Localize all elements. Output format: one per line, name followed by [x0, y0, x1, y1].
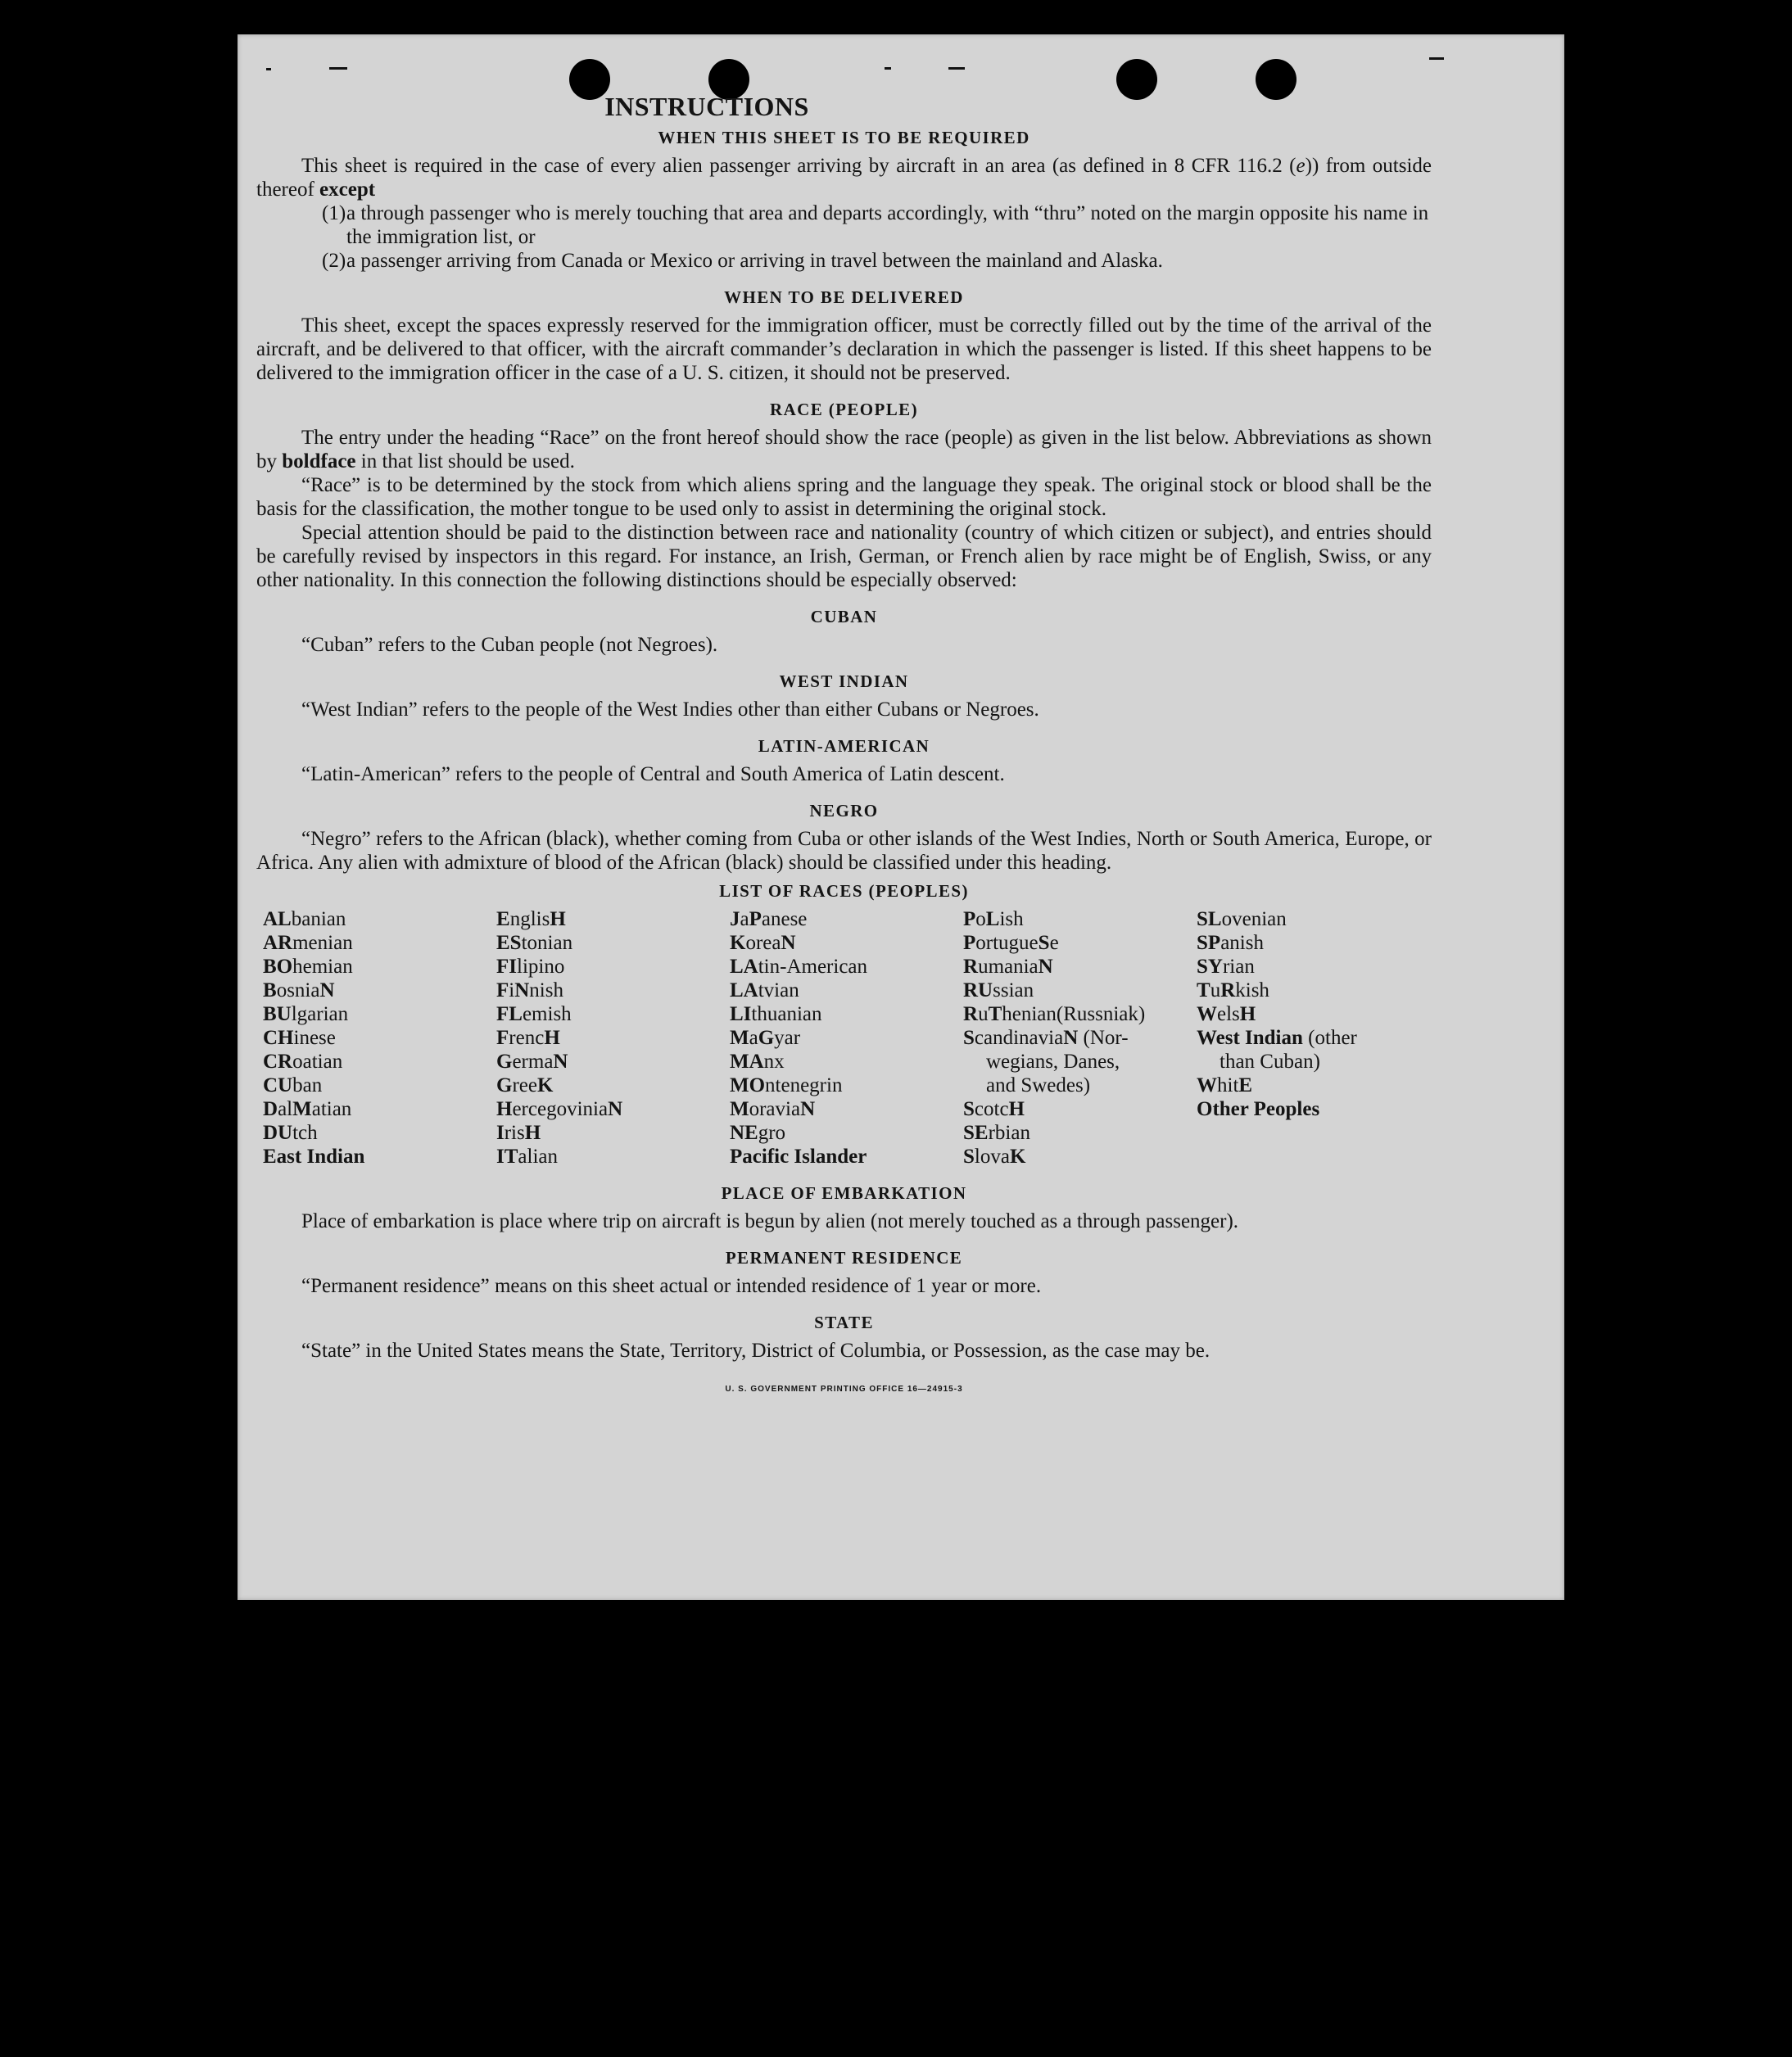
races-column: [730, 907, 963, 1169]
race-entry: GermaN: [496, 1051, 568, 1073]
when-required-text: This sheet is required in the case of every alien passenger arriving by aircraft in an area (as defined in 8 CFR 116.2 (e)) from outside thereof except: [256, 155, 1432, 201]
races-column: [963, 907, 1197, 1169]
section-heading-negro: NEGRO: [809, 801, 879, 821]
section-heading-cuban: CUBAN: [810, 607, 878, 626]
race-entry: MOntenegrin: [730, 1074, 843, 1096]
race-entry: Pacific Islander: [730, 1146, 867, 1168]
section-heading-list-of-races: LIST OF RACES (PEOPLES): [719, 881, 969, 901]
section-heading-residence: PERMANENT RESIDENCE: [725, 1248, 963, 1268]
race-entry: JaPanese: [730, 908, 808, 930]
race-entry: CHinese: [263, 1027, 336, 1049]
race-entry: KoreaN: [730, 932, 796, 954]
race-entry: ALbanian: [263, 908, 346, 930]
when-delivered-text: This sheet, except the spaces expressly reserved for the immigration officer, must be correctly filled out by the time of the arrival of the aircraft, and be delivered to that officer, with the aircraft commander’s declaration in which the passenger is listed. If this sheet happens to be delivered to the immigration officer in the case of a U. S. citizen, it should not be preserved.: [256, 314, 1432, 384]
race-entry: SLovenian: [1197, 908, 1287, 930]
race-entry: LIthuanian: [730, 1003, 822, 1025]
race-entry: wegians, Danes,: [986, 1051, 1120, 1073]
race-entry: SlovaK: [963, 1146, 1026, 1168]
negro-text: “Negro” refers to the African (black), whether coming from Cuba or other islands of the West Indies, North or South America, Europe, or Africa. Any alien with admixture of blood of the African (black) should be classified under this heading.: [256, 828, 1432, 874]
race-entry: CRoatian: [263, 1051, 343, 1073]
instructions-content: [256, 92, 1432, 1401]
section-heading-embarkation: PLACE OF EMBARKATION: [721, 1183, 967, 1203]
race-entry: HercegoviniaN: [496, 1098, 623, 1120]
section-heading-when-delivered: WHEN TO BE DELIVERED: [724, 287, 964, 307]
scan-mark: [329, 67, 347, 70]
race-entry: West Indian (other: [1197, 1027, 1357, 1049]
race-entry: FIlipino: [496, 956, 565, 978]
scan-mark: [266, 68, 271, 70]
race-entry: WhitE: [1197, 1074, 1253, 1096]
races-column: [1197, 907, 1430, 1169]
section-heading-when-required: WHEN THIS SHEET IS TO BE REQUIRED: [658, 128, 1030, 147]
race-paragraph-3: Special attention should be paid to the distinction between race and nationality (country of which citizen or subject), and entries should be carefully revised by inspectors in this regard. For instance, an Irish, German, or French alien by race might be of English, Swiss, or any other nationality. In this connection the following distinctions should be especially observed:: [256, 522, 1432, 591]
west-indian-text: “West Indian” refers to the people of the West Indies other than either Cubans or Negroes.: [301, 698, 1039, 721]
document-sheet: [238, 34, 1564, 1600]
embarkation-text: Place of embarkation is place where trip on aircraft is begun by alien (not merely touched as a through passenger).: [301, 1210, 1239, 1232]
races-column: [263, 907, 496, 1169]
latin-american-text: “Latin-American” refers to the people of Central and South America of Latin descent.: [301, 763, 1005, 785]
race-paragraph-2: “Race” is to be determined by the stock from which aliens spring and the language they speak. The original stock or blood shall be the basis for the classification, the mother tongue to be used only to assist in determining the original stock.: [256, 474, 1432, 520]
race-entry: FLemish: [496, 1003, 572, 1025]
race-entry: RUssian: [963, 979, 1034, 1001]
race-entry: LAtvian: [730, 979, 799, 1001]
race-entry: SYrian: [1197, 956, 1255, 978]
race-entry: MAnx: [730, 1051, 785, 1073]
race-entry: PoLish: [963, 908, 1024, 930]
printing-office-footer: U. S. GOVERNMENT PRINTING OFFICE 16—24915-3: [725, 1385, 963, 1394]
race-entry: BUlgarian: [263, 1003, 349, 1025]
race-entry: TuRkish: [1197, 979, 1269, 1001]
scan-mark: [948, 67, 965, 70]
races-column: [496, 907, 730, 1169]
race-entry: RumaniaN: [963, 956, 1053, 978]
race-entry: SErbian: [963, 1122, 1030, 1144]
race-entry: EnglisH: [496, 908, 566, 930]
race-entry: CUban: [263, 1074, 323, 1096]
race-entry: FrencH: [496, 1027, 560, 1049]
race-entry: DalMatian: [263, 1098, 352, 1120]
race-entry: MoraviaN: [730, 1098, 816, 1120]
state-text: “State” in the United States means the State, Territory, District of Columbia, or Possession, as the case may be.: [301, 1340, 1211, 1362]
races-table: [263, 907, 1432, 1169]
scan-mark: [885, 67, 891, 70]
race-paragraph-1: The entry under the heading “Race” on the front hereof should show the race (people) as given in the list below. Abbreviations as shown by boldface in that list should be used.: [256, 427, 1432, 472]
race-entry: DUtch: [263, 1122, 318, 1144]
race-entry: WelsH: [1197, 1003, 1256, 1025]
race-entry: and Swedes): [986, 1074, 1091, 1096]
race-entry: RuThenian(Russniak): [963, 1003, 1146, 1025]
scan-mark: [1429, 57, 1444, 60]
race-entry: LAtin-American: [730, 956, 868, 978]
race-entry: PortugueSe: [963, 932, 1059, 954]
page-title: INSTRUCTIONS: [604, 92, 809, 121]
race-entry: ScotcH: [963, 1098, 1025, 1120]
race-entry: East Indian: [263, 1146, 365, 1168]
race-entry: ScandinaviaN (Nor-: [963, 1027, 1129, 1049]
race-entry: BosniaN: [263, 979, 335, 1001]
race-entry: SPanish: [1197, 932, 1264, 954]
race-entry: GreeK: [496, 1074, 554, 1096]
race-entry: NEgro: [730, 1122, 786, 1144]
race-entry: IrisH: [496, 1122, 541, 1144]
cuban-text: “Cuban” refers to the Cuban people (not Negroes).: [301, 634, 718, 656]
section-heading-state: STATE: [814, 1313, 874, 1332]
exception-item: (1)a through passenger who is merely touching that area and departs accordingly, with “thru” noted on the margin opposite his name in the immigration list, or: [322, 202, 1429, 248]
section-heading-latin-american: LATIN-AMERICAN: [758, 736, 930, 756]
section-heading-race: RACE (PEOPLE): [770, 400, 918, 419]
race-entry: BOhemian: [263, 956, 353, 978]
race-entry: EStonian: [496, 932, 573, 954]
race-entry: ARmenian: [263, 932, 353, 954]
exception-item: (2)a passenger arriving from Canada or Mexico or arriving in travel between the mainland and Alaska.: [322, 250, 1163, 272]
race-entry: Other Peoples: [1197, 1098, 1320, 1120]
race-entry: FiNnish: [496, 979, 563, 1001]
race-entry: than Cuban): [1220, 1051, 1320, 1073]
section-heading-west-indian: WEST INDIAN: [779, 671, 909, 691]
race-entry: ITalian: [496, 1146, 558, 1168]
race-entry: MaGyar: [730, 1027, 801, 1049]
residence-text: “Permanent residence” means on this sheet actual or intended residence of 1 year or more.: [301, 1275, 1042, 1297]
